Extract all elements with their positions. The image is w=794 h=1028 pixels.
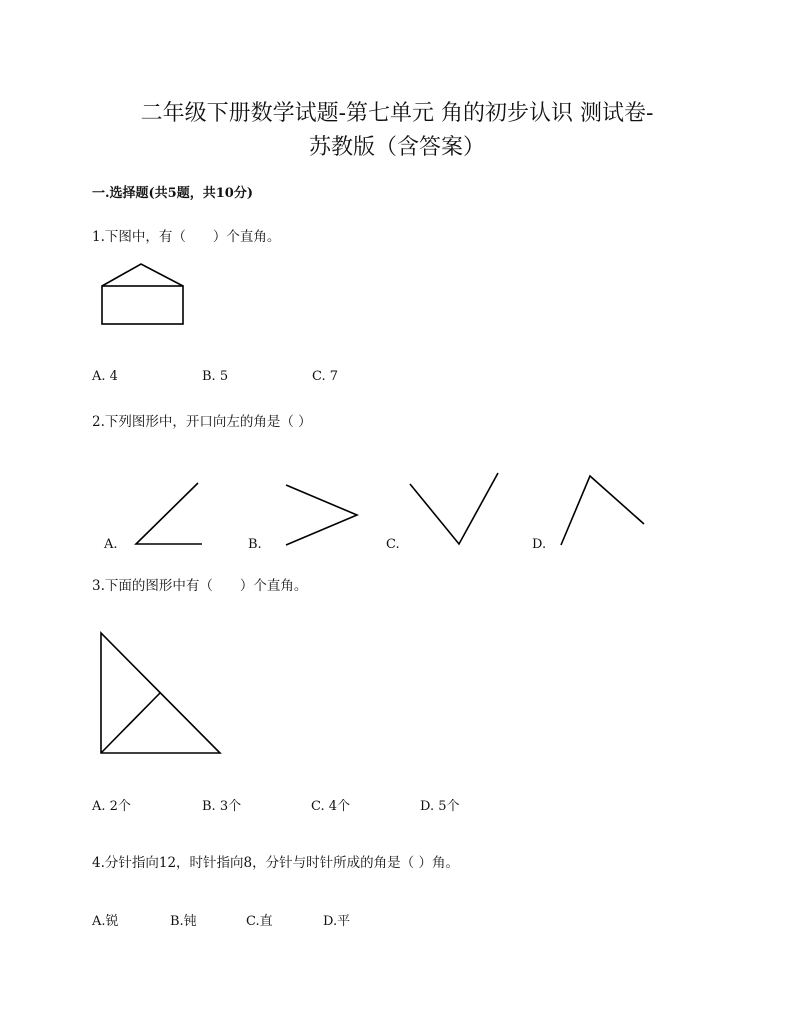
q1-option-a[interactable]: A. 4 [92,369,118,384]
q2-angle-b [282,482,362,548]
q2-option-c[interactable]: C. [386,537,400,552]
page-title-line2: 苏教版（含答案） [308,135,485,160]
page-title-line1: 二年级下册数学试题-第七单元 角的初步认识 测试卷- [140,101,654,126]
q2-angle-c [406,470,502,548]
question-3-text: 3.下面的图形中有（ ）个直角。 [92,578,308,594]
q4-option-a[interactable]: A.锐 [92,914,119,929]
question-2-text: 2.下列图形中，开口向左的角是（ ） [92,414,312,430]
question-1-text: 1.下图中，有（ ）个直角。 [92,229,281,245]
q3-option-a[interactable]: A. 2个 [92,799,131,814]
q1-option-b[interactable]: B. 5 [202,369,229,384]
q2-angle-d [558,470,648,548]
q3-figure-triangle [98,630,224,756]
q3-option-d[interactable]: D. 5个 [420,799,460,814]
q2-angle-a [130,480,202,548]
q4-option-d[interactable]: D.平 [323,914,351,929]
q3-option-b[interactable]: B. 3个 [202,799,242,814]
q4-option-b[interactable]: B.钝 [170,914,197,929]
q1-option-c[interactable]: C. 7 [312,369,339,384]
question-4-text: 4.分针指向12，时针指向8，分针与时针所成的角是（ ）角。 [92,855,459,871]
q2-option-b[interactable]: B. [248,537,262,552]
q4-option-c[interactable]: C.直 [246,914,273,929]
section-heading: 一.选择题(共5题，共10分) [92,186,253,201]
q2-option-a[interactable]: A. [104,537,118,552]
q1-figure-house [100,262,186,326]
q3-option-c[interactable]: C. 4个 [311,799,351,814]
q2-option-d[interactable]: D. [532,537,547,552]
